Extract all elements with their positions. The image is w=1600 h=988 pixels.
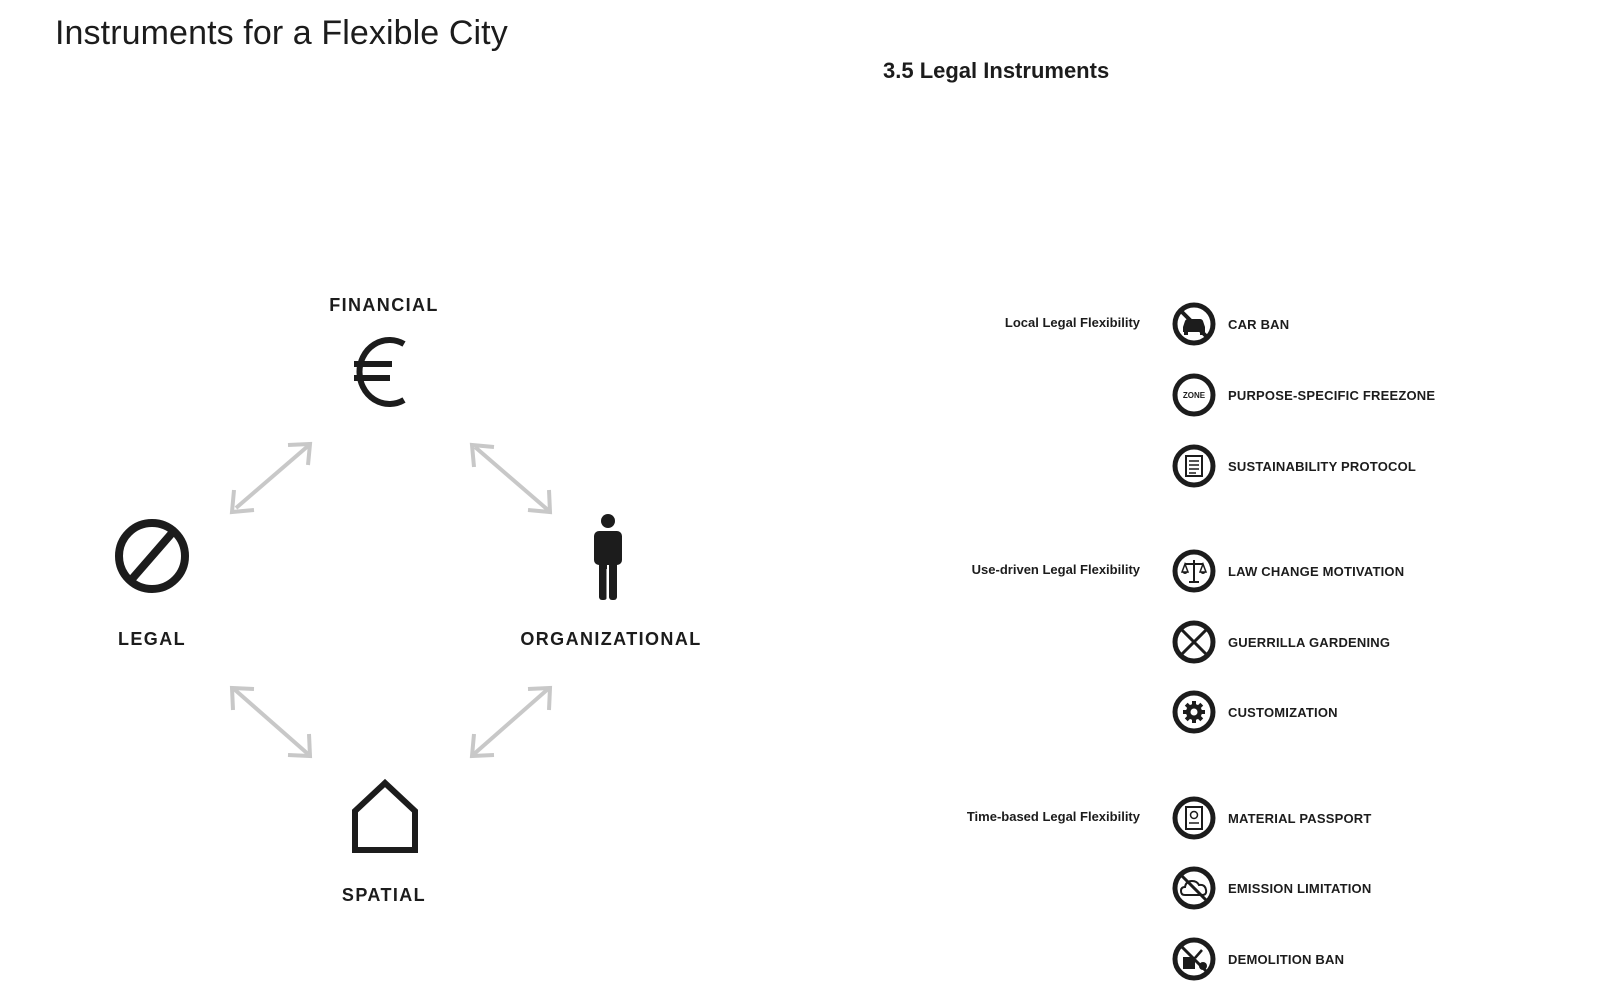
- arrow-legal-spatial: [232, 688, 310, 756]
- no-car-icon: [1172, 302, 1216, 346]
- legal-label: LEGAL: [118, 629, 186, 649]
- document-icon: [1172, 444, 1216, 488]
- instrument-label: EMISSION LIMITATION: [1228, 880, 1372, 896]
- arrow-financial-organizational: [472, 445, 550, 512]
- instrument-law-change-motivation: [1172, 549, 1552, 593]
- instrument-label: CAR BAN: [1228, 316, 1290, 332]
- instrument-label: MATERIAL PASSPORT: [1228, 810, 1372, 826]
- group-label-local: Local Legal Flexibility: [1004, 315, 1140, 330]
- group-label-time-based: Time-based Legal Flexibility: [966, 809, 1140, 824]
- no-cloud-icon: [1172, 866, 1216, 910]
- financial-label: FINANCIAL: [329, 295, 439, 315]
- instrument-label: DEMOLITION BAN: [1228, 951, 1345, 967]
- no-demolition-icon: [1172, 937, 1216, 981]
- instrument-car-ban: [1172, 302, 1552, 346]
- gear-icon: [1172, 690, 1216, 734]
- zone-icon: [1172, 373, 1216, 417]
- instrument-customization: [1172, 690, 1552, 734]
- arrow-organizational-spatial: [472, 688, 550, 756]
- cross-icon: [1172, 620, 1216, 664]
- instrument-label: SUSTAINABILITY PROTOCOL: [1228, 458, 1417, 474]
- instrument-label: GUERRILLA GARDENING: [1228, 634, 1391, 650]
- instrument-demolition-ban: [1172, 937, 1552, 981]
- instrument-purpose-specific-freezone: [1172, 373, 1552, 417]
- page-title: Instruments for a Flexible City: [55, 14, 508, 52]
- instrument-emission-limitation: [1172, 866, 1552, 910]
- instrument-guerrilla-gardening: [1172, 620, 1552, 664]
- instrument-label: CUSTOMIZATION: [1228, 704, 1338, 720]
- organizational-label: ORGANIZATIONAL: [520, 629, 702, 649]
- arrow-legal-financial: [232, 444, 310, 512]
- passport-icon: [1172, 796, 1216, 840]
- instrument-sustainability-protocol: [1172, 444, 1552, 488]
- spatial-label: SPATIAL: [341, 885, 427, 905]
- instrument-label: LAW CHANGE MOTIVATION: [1228, 563, 1405, 579]
- section-title: 3.5 Legal Instruments: [883, 58, 1110, 83]
- scales-icon: [1172, 549, 1216, 593]
- group-label-use-driven: Use-driven Legal Flexibility: [971, 562, 1140, 577]
- instrument-material-passport: [1172, 796, 1552, 840]
- zone-icon-text: ZONE: [1182, 391, 1206, 400]
- instrument-label: PURPOSE-SPECIFIC FREEZONE: [1228, 387, 1436, 403]
